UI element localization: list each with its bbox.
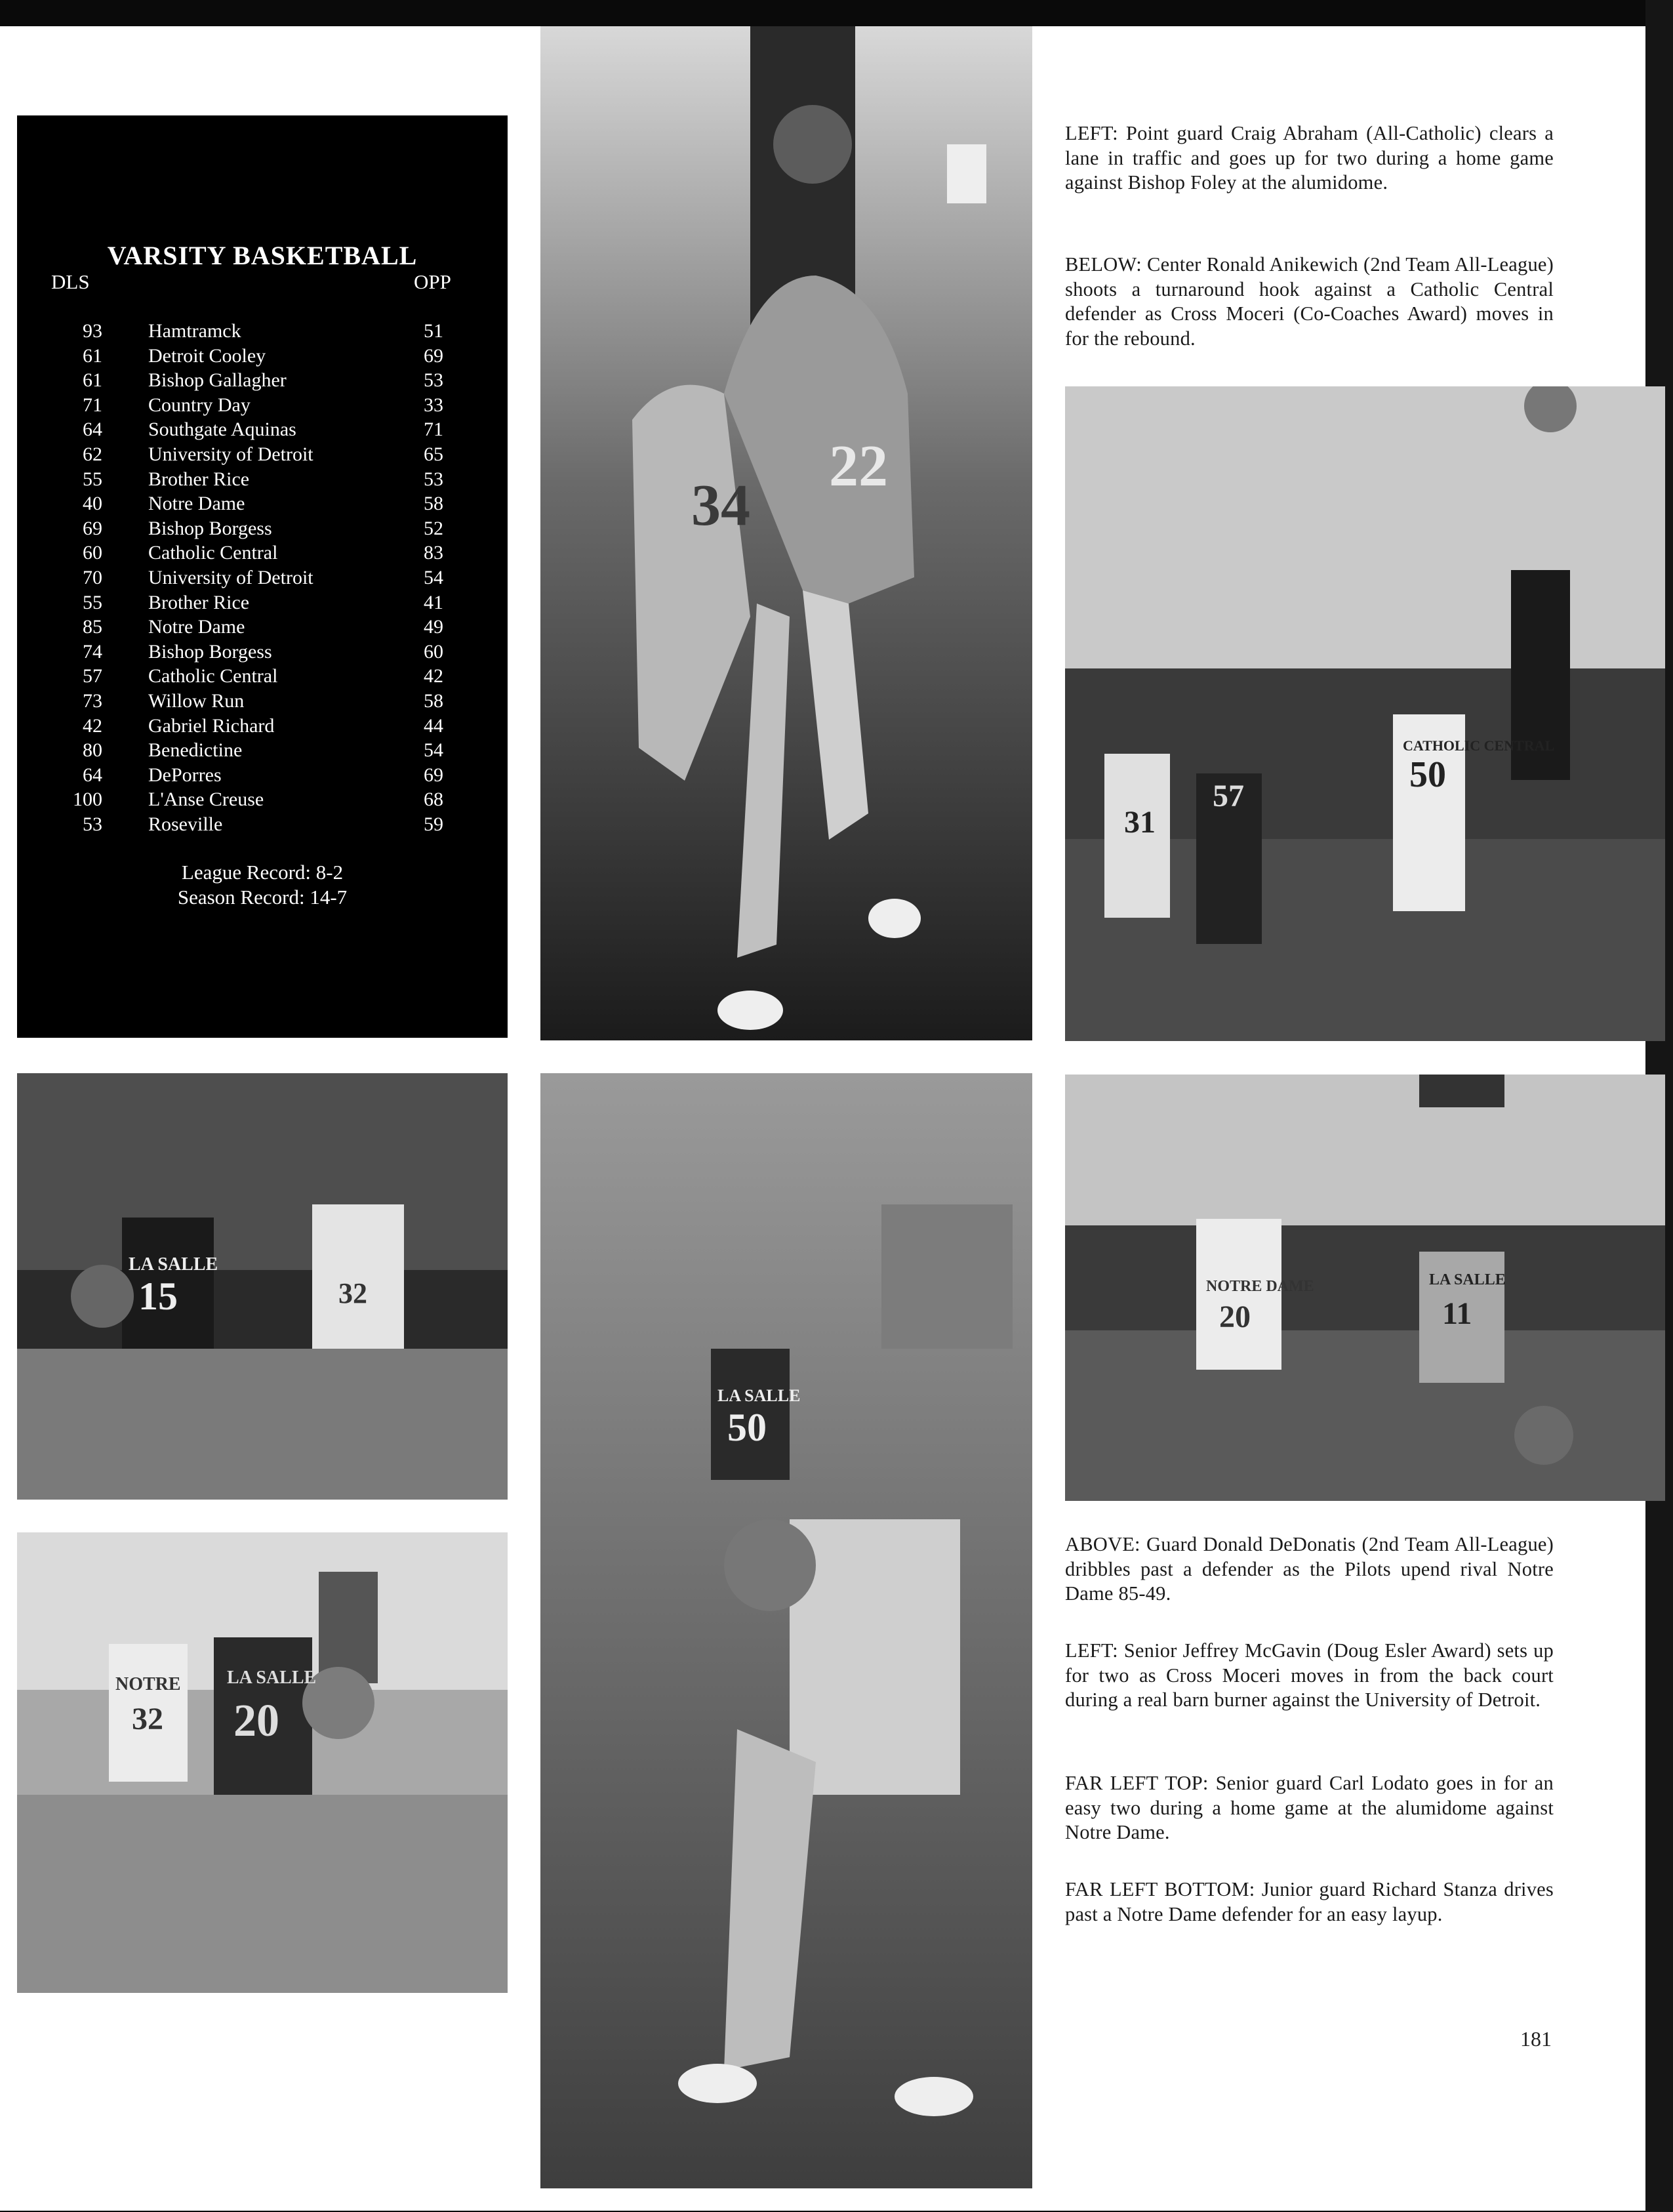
opponent-name: Country Day	[148, 394, 251, 416]
dls-score: 62	[83, 443, 102, 465]
photo-bottom-left	[17, 1532, 508, 1993]
dls-score: 53	[83, 813, 102, 835]
opp-score: 65	[424, 443, 443, 465]
opponent-name: Southgate Aquinas	[148, 419, 296, 441]
opp-score: 41	[424, 591, 443, 613]
score-row	[17, 491, 508, 516]
photo-mid-left	[17, 1073, 508, 1500]
jersey-text-catholic-central: CATHOLIC CENTRAL	[1403, 737, 1555, 754]
dls-score: 74	[83, 640, 102, 663]
opponent-name: Bishop Gallagher	[148, 369, 287, 392]
opponent-name: University of Detroit	[148, 443, 313, 465]
caption-below: BELOW: Center Ronald Anikewich (2nd Team All-League) shoots a turnaround hook against a Catholic Central defender as Cross Moceri (Co-Coaches Award) moves in for the rebound.	[1065, 253, 1554, 350]
opponent-name: L'Anse Creuse	[148, 789, 264, 811]
page-number: 181	[1520, 2027, 1552, 2051]
league-record: League Record: 8-2	[181, 861, 344, 884]
photo-top-center	[540, 26, 1032, 1040]
top-scan-border	[0, 0, 1673, 26]
jersey-number-50: 50	[727, 1406, 767, 1449]
opponent-name: Notre Dame	[148, 616, 245, 638]
dls-score: 42	[83, 714, 102, 737]
opp-score: 71	[424, 419, 443, 441]
score-row	[17, 787, 508, 812]
opponent-name: Catholic Central	[148, 542, 278, 564]
scores-title: VARSITY BASKETBALL	[107, 241, 418, 270]
score-row	[17, 393, 508, 418]
opponent-name: Notre Dame	[148, 493, 245, 515]
caption-far-left-bottom: FAR LEFT BOTTOM: Junior guard Richard Stanza drives past a Notre Dame defender for an easy layup.	[1065, 1878, 1554, 1925]
jersey-number-11: 11	[1442, 1296, 1472, 1331]
opp-score: 42	[424, 665, 443, 687]
opp-score: 83	[424, 542, 443, 564]
opponent-name: University of Detroit	[148, 566, 313, 588]
opp-score: 69	[424, 344, 443, 367]
scores-box	[17, 115, 508, 1038]
jersey-number-57: 57	[1213, 779, 1244, 813]
jersey-number-15: 15	[138, 1275, 178, 1318]
dls-score: 55	[83, 468, 102, 490]
opponent-name: Gabriel Richard	[148, 714, 275, 737]
jersey-text-notre-dame: NOTRE DAME	[1206, 1278, 1314, 1295]
score-row	[17, 640, 508, 665]
jersey-text-la-salle: LA SALLE	[129, 1254, 218, 1275]
jersey-text-la-salle: LA SALLE	[1429, 1271, 1506, 1288]
caption-left-bottom: LEFT: Senior Jeffrey McGavin (Doug Esler Award) sets up for two as Cross Moceri moves in from the back court during a real barn burner against the University of Detroit.	[1065, 1639, 1554, 1711]
opponent-name: Brother Rice	[148, 591, 250, 613]
score-row	[17, 689, 508, 714]
opponent-name: Brother Rice	[148, 468, 250, 490]
opponent-name: DePorres	[148, 764, 222, 786]
dls-score: 69	[83, 517, 102, 539]
photo-mid-right	[1065, 1075, 1665, 1501]
opponent-name: Catholic Central	[148, 665, 278, 687]
opp-score: 54	[424, 739, 443, 762]
score-row	[17, 590, 508, 615]
opp-score: 60	[424, 640, 443, 663]
caption-far-left-top: FAR LEFT TOP: Senior guard Carl Lodato goes in for an easy two during a home game at the alumidome against Notre Dame.	[1065, 1772, 1554, 1843]
opponent-name: Benedictine	[148, 739, 243, 762]
score-row	[17, 467, 508, 492]
scores-table	[17, 319, 508, 836]
jersey-number-50: 50	[1409, 754, 1446, 795]
photo-bottom-center	[540, 1073, 1032, 2188]
opp-score: 51	[424, 320, 443, 342]
jersey-number-20: 20	[1219, 1300, 1251, 1334]
opp-score: 68	[424, 789, 443, 811]
opp-score: 33	[424, 394, 443, 416]
score-row	[17, 516, 508, 541]
opponent-name: Detroit Cooley	[148, 344, 266, 367]
dls-score: 93	[83, 320, 102, 342]
jersey-text-notre: NOTRE	[115, 1674, 181, 1694]
jersey-text-la-salle: LA SALLE	[717, 1386, 801, 1405]
jersey-text-la-salle: LA SALLE	[227, 1668, 317, 1688]
dls-score: 70	[83, 566, 102, 588]
opponent-name: Hamtramck	[148, 320, 241, 342]
opp-score: 53	[424, 468, 443, 490]
opponent-name: Willow Run	[148, 689, 245, 712]
score-row	[17, 442, 508, 467]
caption-left-top: LEFT: Point guard Craig Abraham (All-Catholic) clears a lane in traffic and goes up for two during a home game against Bishop Foley at the alumidome.	[1065, 122, 1554, 194]
opp-score: 58	[424, 689, 443, 712]
dls-score: 55	[83, 591, 102, 613]
dls-score: 73	[83, 689, 102, 712]
dls-score: 64	[83, 764, 102, 786]
score-row	[17, 664, 508, 689]
opponent-name: Bishop Borgess	[148, 640, 272, 663]
dls-score: 61	[83, 344, 102, 367]
opp-score: 58	[424, 493, 443, 515]
score-row	[17, 344, 508, 369]
opp-score: 53	[424, 369, 443, 392]
score-row	[17, 565, 508, 590]
dls-score: 80	[83, 739, 102, 762]
jersey-number-34: 34	[691, 473, 750, 538]
dls-score: 85	[83, 616, 102, 638]
jersey-number-31: 31	[1124, 805, 1156, 840]
score-row	[17, 368, 508, 393]
opp-score: 52	[424, 517, 443, 539]
opp-score: 59	[424, 813, 443, 835]
score-row	[17, 714, 508, 739]
opponent-name: Roseville	[148, 813, 223, 835]
jersey-number-20: 20	[233, 1696, 279, 1746]
opp-score: 49	[424, 616, 443, 638]
jersey-number-32: 32	[338, 1277, 367, 1309]
dls-score: 60	[83, 542, 102, 564]
score-row	[17, 541, 508, 565]
dls-score: 100	[73, 789, 102, 811]
opponent-name: Bishop Borgess	[148, 517, 272, 539]
score-row	[17, 417, 508, 442]
score-row	[17, 763, 508, 788]
jersey-number-32: 32	[132, 1702, 163, 1736]
opp-column-header: OPP	[414, 270, 451, 293]
caption-above: ABOVE: Guard Donald DeDonatis (2nd Team All-League) dribbles past a defender as the Pilots upend rival Notre Dame 85-49.	[1065, 1533, 1554, 1605]
season-record: Season Record: 14-7	[177, 886, 348, 909]
score-row	[17, 319, 508, 344]
dls-score: 61	[83, 369, 102, 392]
opp-score: 44	[424, 714, 443, 737]
opp-score: 69	[424, 764, 443, 786]
dls-score: 40	[83, 493, 102, 515]
score-row	[17, 615, 508, 640]
dls-score: 71	[83, 394, 102, 416]
opp-score: 54	[424, 566, 443, 588]
jersey-number-22: 22	[829, 434, 888, 499]
dls-score: 64	[83, 419, 102, 441]
score-row	[17, 812, 508, 837]
dls-score: 57	[83, 665, 102, 687]
score-row	[17, 738, 508, 763]
photo-top-right	[1065, 386, 1665, 1041]
dls-column-header: DLS	[51, 270, 90, 293]
